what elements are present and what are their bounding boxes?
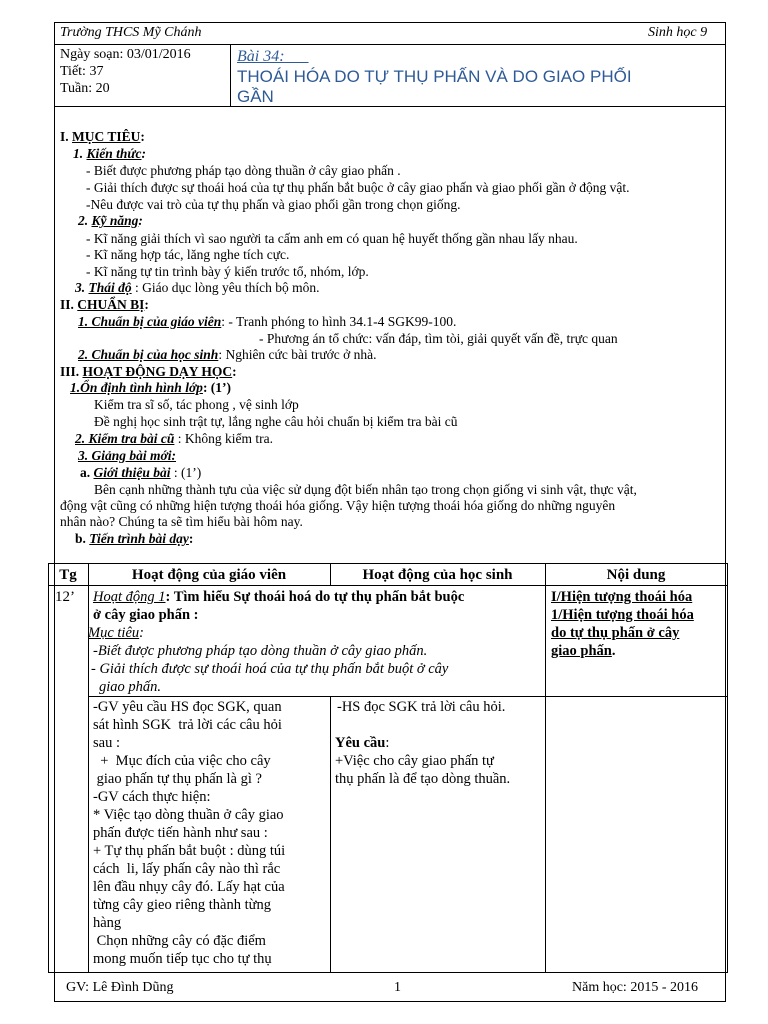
knowledge-item-1: - Biết được phương pháp tạo dòng thuần ở cây giao phấn .: [86, 163, 401, 178]
check-row: 2. Kiểm tra bài cũ : Không kiểm tra.: [75, 431, 273, 446]
week-field: Tuần: 20: [60, 81, 110, 96]
prep-heading: II. CHUẨN BỊ:: [60, 297, 149, 312]
teacher-activity-line: giao phấn tự thụ phấn là gì ?: [93, 771, 262, 787]
activities-heading: III. HOẠT ĐỘNG DẠY HỌC:: [60, 364, 237, 379]
teacher-activity-line: -GV yêu cầu HS đọc SGK, quan: [93, 699, 282, 715]
skill-item-1: - Kĩ năng giải thích vì sao người ta cấm anh em có quan hệ huyết thống gần nhau lấy nhau.: [86, 231, 578, 246]
col-line-4: [727, 563, 728, 973]
progress-heading: b. Tiến trình bài dạy:: [75, 531, 194, 546]
teacher-activity-line: mong muốn tiếp tục cho tự thụ: [93, 951, 272, 967]
knowledge-heading: 1. Kiến thức:: [73, 146, 146, 161]
date-field: Ngày soạn: 03/01/2016: [60, 47, 191, 62]
header-time: Tg: [59, 567, 77, 583]
teacher-activity-line: + Mục đích của việc cho cây: [93, 753, 271, 769]
stabilize-item-1: Kiểm tra sĩ số, tác phong , vệ sinh lớp: [94, 397, 299, 412]
col-line-2b: [330, 696, 331, 973]
header-content: Nội dung: [606, 567, 666, 583]
table-activity-border: [88, 696, 728, 697]
teacher-activity-line: Chọn những cây có đặc điểm: [93, 933, 266, 949]
content-line-2: 1/Hiện tượng thoái hóa: [551, 607, 694, 623]
col-line-0: [48, 563, 49, 973]
period-field: Tiết: 37: [60, 64, 104, 79]
teacher-prep: 1. Chuẩn bị của giáo viên: - Tranh phóng to hình 34.1-4 SGK99-100.: [78, 314, 457, 329]
teacher-activity-line: + Tự thụ phấn bắt buột : dùng túi: [93, 843, 286, 859]
teach-heading: 3. Giảng bài mới:: [78, 448, 177, 463]
teacher-activity-line: sát hình SGK trả lời các câu hỏi: [93, 717, 282, 733]
knowledge-item-3: -Nêu được vai trò của tự thụ phấn và giao phối gần trong chọn giống.: [86, 197, 461, 212]
header-divider: [54, 44, 726, 45]
header-student: Hoạt động của học sinh: [362, 567, 513, 583]
goal-label: Mục tiêu:: [88, 625, 144, 641]
content-line-1: I/Hiện tượng thoái hóa: [551, 589, 693, 605]
school-name: Trường THCS Mỹ Chánh: [60, 25, 202, 40]
lesson-title-line1: THOÁI HÓA DO TỰ THỤ PHẤN VÀ DO GIAO PHỐI: [237, 67, 632, 86]
teacher-activity-line: lên đầu nhụy cây đó. Lấy hạt của: [93, 879, 285, 895]
table-header-border: [48, 585, 728, 586]
student-line-1: -HS đọc SGK trả lời câu hỏi.: [337, 699, 506, 715]
teacher-activity-line: phấn được tiến hành như sau :: [93, 825, 268, 841]
subject-name: Sinh học 9: [648, 25, 708, 40]
intro-line-2: động vật cũng có những hiện tượng thoái hóa giống. Vậy hiện tượng thoái hóa giống do những nguyên: [60, 498, 616, 513]
teacher-prep-2: - Phương án tổ chức: vấn đáp, tìm tòi, giải quyết vấn đề, trực quan: [259, 331, 618, 346]
col-line-3: [545, 563, 546, 973]
goal-item-2: - Giải thích được sự thoái hoá của tự thụ phấn bắt buột ở cây: [91, 661, 449, 677]
header-teacher: Hoạt động của giáo viên: [131, 567, 287, 583]
knowledge-item-2: - Giải thích được sự thoái hoá của tự thụ phấn bắt buộc ở cây giao phấn và giao phối gần ở động vật.: [86, 180, 630, 195]
footer-teacher: GV: Lê Đình Dũng: [66, 980, 174, 995]
student-requirement: Yêu cầu:: [335, 735, 390, 751]
intro-line-1: Bên cạnh những thành tựu của việc sử dụng đột biến nhân tạo trong chọn giống vi sinh vật, thực vật,: [94, 482, 637, 497]
teacher-activity-column: [93, 698, 328, 968]
student-line-3: thụ phấn là để tạo dòng thuần.: [335, 771, 511, 787]
header-bottom-line: [54, 106, 726, 107]
table-bottom-border: [48, 972, 728, 973]
student-line-2: +Việc cho cây giao phấn tự: [335, 753, 494, 769]
lesson-title-line2: GẦN: [237, 87, 274, 106]
footer-page-number: 1: [394, 980, 401, 995]
teacher-activity-line: hàng: [93, 915, 122, 931]
teacher-activity-line: sau :: [93, 735, 120, 751]
teacher-activity-line: * Việc tạo dòng thuần ở cây giao: [93, 807, 284, 823]
header-separator: [230, 44, 231, 106]
lesson-number: Bài 34:: [237, 48, 285, 65]
intro-line-3: nhân nào? Chúng ta sẽ tìm hiểu bài hôm nay.: [60, 514, 303, 529]
content-line-3: do tự thụ phấn ở cây: [551, 625, 680, 641]
intro-row: a. Giới thiệu bài : (1’): [80, 465, 202, 480]
stabilize-item-2: Đề nghị học sinh trật tự, lắng nghe câu hỏi chuẩn bị kiểm tra bài cũ: [94, 414, 458, 429]
skill-item-2: - Kĩ năng hợp tác, lăng nghe tích cực.: [86, 247, 290, 262]
stabilize-row: 1.Ổn định tình hình lớp: (1’): [70, 380, 232, 395]
time-cell: 12’: [55, 589, 75, 605]
teacher-activity-line: cách li, lấy phấn cây nào thì rắc: [93, 861, 281, 877]
teacher-activity-line: từng cây gieo riêng thành từng: [93, 897, 271, 913]
skills-heading: 2. Kỹ năng:: [78, 213, 143, 228]
activity-title: Hoạt động 1: Tìm hiểu Sự thoái hoá do tự thụ phấn bắt buộc: [93, 589, 465, 605]
activity-title-2: ở cây giao phấn :: [93, 607, 199, 623]
skill-item-3: - Kĩ năng tự tin trình bày ý kiến trước tổ, nhóm, lớp.: [86, 264, 369, 279]
teacher-activity-line: -GV cách thực hiện:: [93, 789, 211, 805]
content-line-4: giao phấn.: [551, 643, 616, 659]
student-prep: 2. Chuẩn bị của học sinh: Nghiên cức bài trước ở nhà.: [78, 347, 377, 362]
footer-school-year: Năm học: 2015 - 2016: [572, 980, 698, 995]
objectives-heading: I. MỤC TIÊU:: [60, 129, 145, 144]
goal-item-3: giao phấn.: [99, 679, 162, 695]
goal-item-1: -Biết được phương pháp tạo dòng thuần ở cây giao phấn.: [93, 643, 428, 659]
attitude-row: 3. Thái độ : Giáo dục lòng yêu thích bộ môn.: [75, 280, 320, 295]
table-top-border: [48, 563, 728, 564]
